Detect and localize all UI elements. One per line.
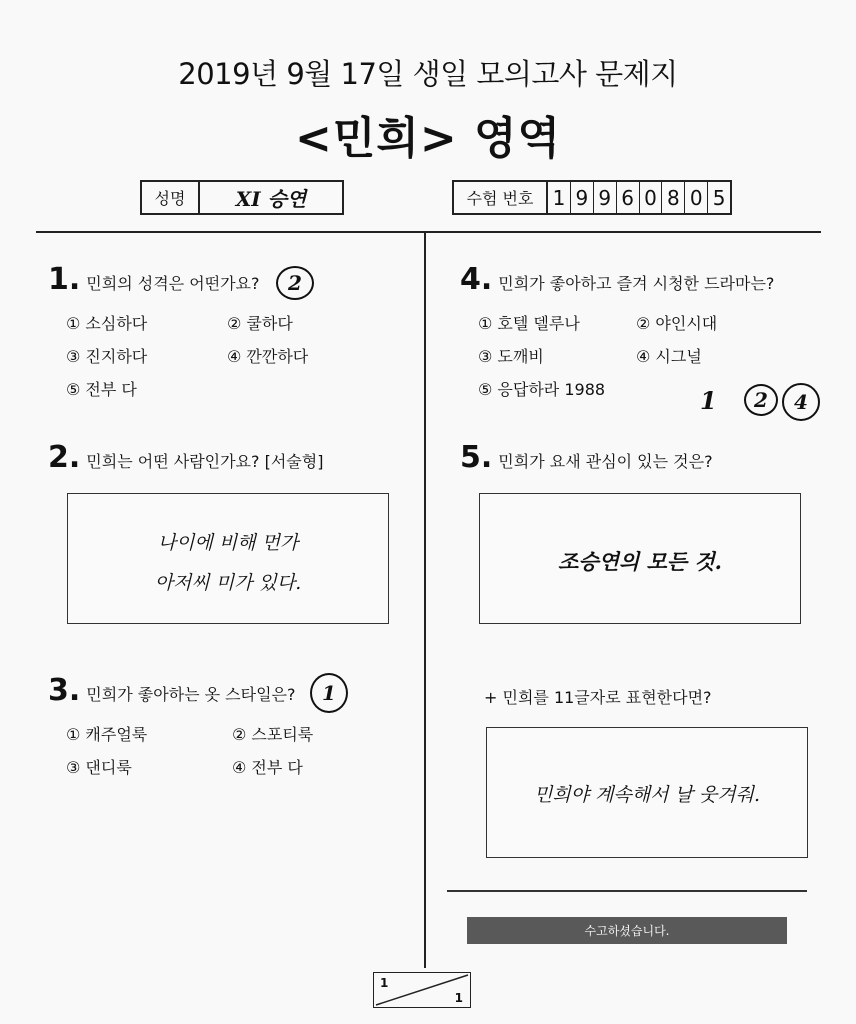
answer-circle: 2 — [276, 266, 314, 300]
question-2 — [48, 440, 323, 475]
exam-digit: 5 — [712, 185, 726, 210]
exam-digit: 9 — [594, 182, 617, 213]
page-current: 1 — [380, 976, 389, 990]
question-5 — [460, 440, 713, 475]
handwritten-answer: 1 — [700, 386, 717, 415]
answer-box — [479, 493, 801, 624]
option: ② 야인시대 — [636, 314, 718, 333]
option: ③ 진지하다 — [66, 347, 148, 366]
footer-divider — [447, 890, 807, 892]
question-text: 민희의 성격은 어떤가요? — [86, 274, 260, 293]
exam-digit: 1 — [548, 182, 571, 213]
answer-circle: 1 — [310, 673, 348, 713]
answer-box — [67, 493, 389, 624]
exam-digit: 8 — [662, 182, 685, 213]
bonus-question-text: + 민희를 11글자로 표현한다면? — [484, 688, 712, 707]
header-divider — [36, 231, 821, 233]
question-text: 민희가 좋아하고 즐겨 시청한 드라마는? — [498, 274, 775, 293]
name-field — [140, 180, 344, 215]
option: ⑤ 전부 다 — [66, 380, 137, 399]
answer-line: 아저씨 미가 있다. — [154, 572, 302, 594]
section-title: <민희> 영역 — [294, 113, 562, 164]
question-4 — [460, 262, 774, 297]
page-total: 1 — [454, 991, 463, 1005]
answer-box — [486, 727, 808, 858]
page-indicator — [373, 972, 471, 1008]
question-text: 민희가 좋아하는 옷 스타일은? — [86, 685, 296, 704]
exam-digit: 9 — [571, 182, 594, 213]
question-number: 5. — [460, 440, 493, 475]
option: ① 호텔 델루나 — [478, 314, 580, 333]
answer-line: 나이에 비해 먼가 — [157, 532, 299, 554]
answer-circle: 4 — [782, 383, 820, 421]
question-number: 2. — [48, 440, 81, 475]
option: ① 소심하다 — [66, 314, 148, 333]
question-text: 민희가 요새 관심이 있는 것은? — [498, 452, 713, 471]
exam-digit: 0 — [640, 182, 663, 213]
completion-banner: 수고하셨습니다. — [467, 917, 787, 944]
name-label: 성명 — [142, 182, 200, 213]
option: ① 캐주얼룩 — [66, 725, 148, 744]
option: ④ 깐깐하다 — [227, 347, 309, 366]
exam-digit: 6 — [617, 182, 640, 213]
question-text: 민희는 어떤 사람인가요? [서술형] — [86, 452, 324, 471]
option: ④ 전부 다 — [232, 758, 303, 777]
option: ② 쿨하다 — [227, 314, 293, 333]
exam-number-label: 수험 번호 — [454, 182, 548, 213]
exam-number-field — [452, 180, 732, 215]
exam-digit: 0 — [685, 182, 708, 213]
name-value: XI 승연 — [235, 187, 307, 211]
option: ⑤ 응답하라 1988 — [478, 380, 606, 399]
question-1 — [48, 262, 260, 297]
option: ④ 시그널 — [636, 347, 702, 366]
answer-line: 조승연의 모든 것. — [558, 549, 722, 574]
option: ③ 댄디룩 — [66, 758, 132, 777]
question-number: 1. — [48, 262, 81, 297]
answer-circle: 2 — [744, 384, 778, 416]
question-number: 3. — [48, 673, 81, 708]
option: ③ 도깨비 — [478, 347, 544, 366]
column-divider — [424, 233, 426, 968]
page-title: 2019년 9월 17일 생일 모의고사 문제지 — [178, 57, 678, 91]
question-3 — [48, 673, 296, 708]
question-number: 4. — [460, 262, 493, 297]
option: ② 스포티룩 — [232, 725, 314, 744]
answer-line: 민희야 계속해서 날 웃겨줘. — [533, 784, 761, 806]
